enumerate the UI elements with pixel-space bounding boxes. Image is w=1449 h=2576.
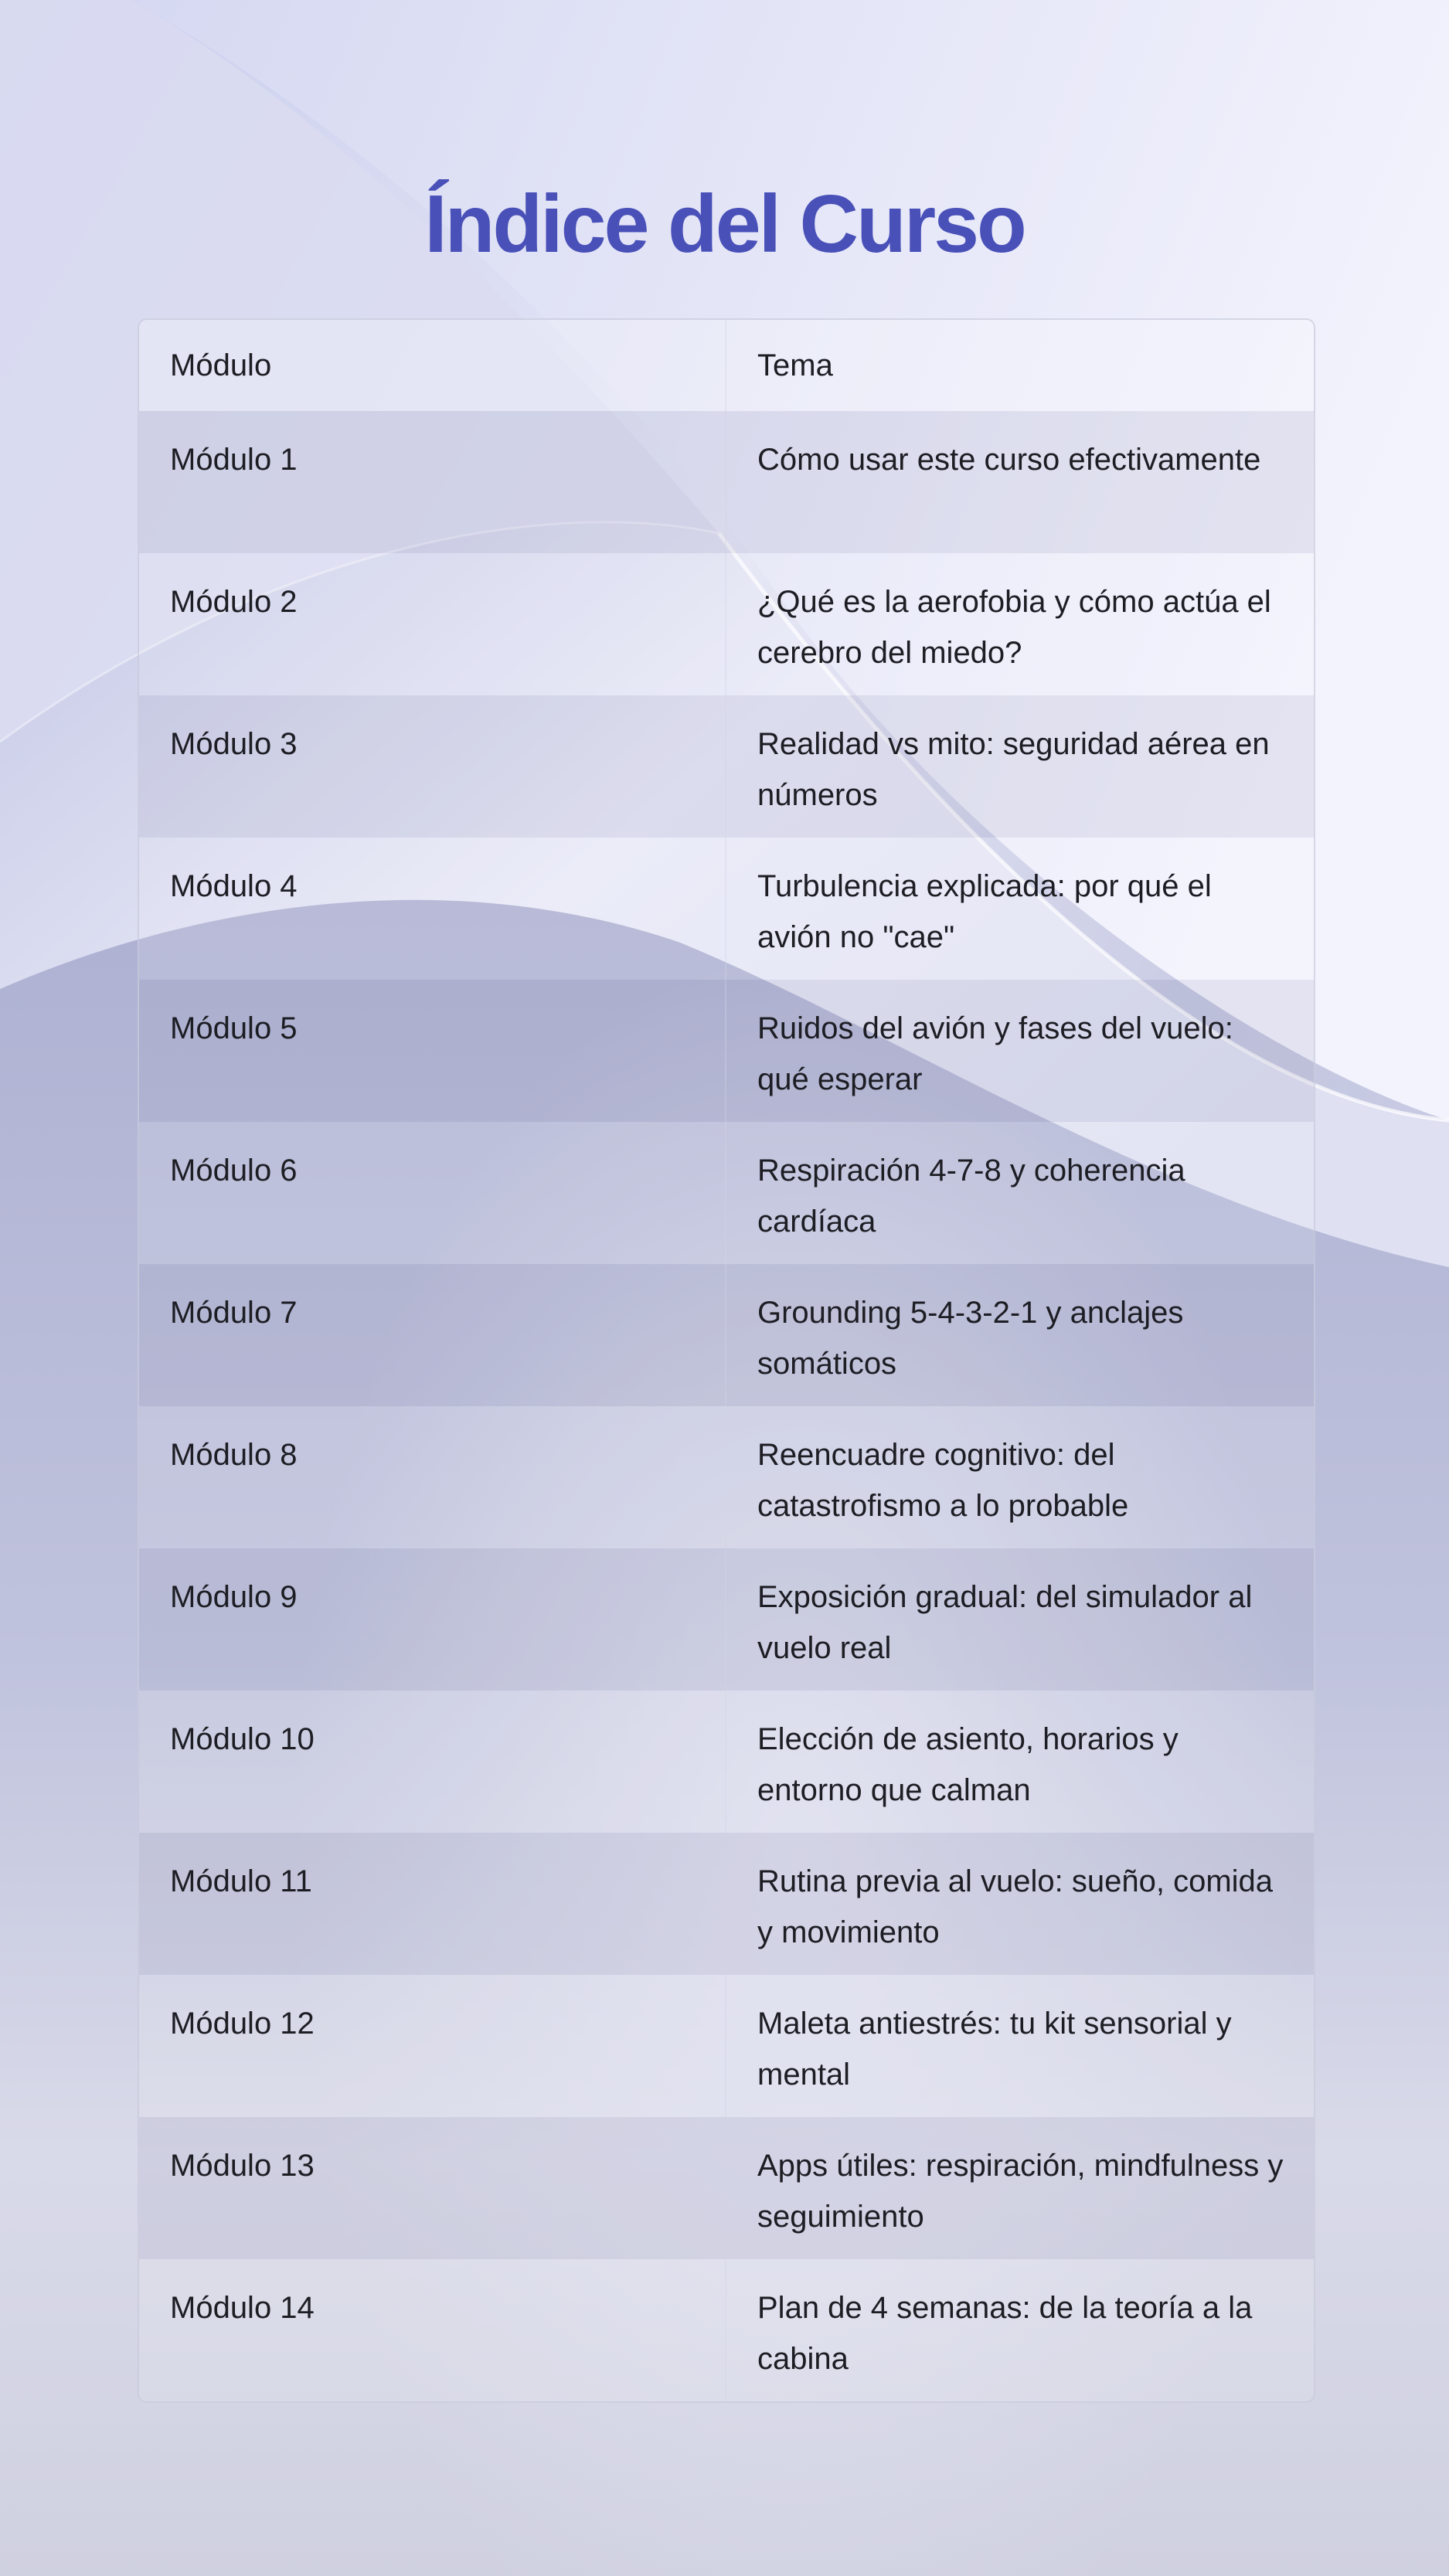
table-row <box>139 695 1314 838</box>
topic-cell: Exposición gradual: del simulador al vuelo real <box>757 1580 1253 1665</box>
table-row <box>139 1548 1314 1691</box>
topic-cell: Grounding 5-4-3-2-1 y anclajes somáticos <box>757 1296 1184 1381</box>
topic-cell: Ruidos del avión y fases del vuelo: qué esperar <box>757 1011 1233 1096</box>
table-row <box>139 411 1314 553</box>
topic-cell: Elección de asiento, horarios y entorno que calman <box>757 1722 1179 1807</box>
module-cell: Módulo 11 <box>139 1833 726 1975</box>
module-cell: Módulo 9 <box>139 1548 726 1691</box>
header-module: Módulo <box>139 320 726 411</box>
table-row <box>139 1975 1314 2117</box>
module-cell: Módulo 2 <box>139 553 726 695</box>
header-topic: Tema <box>757 348 833 382</box>
topic-cell: Cómo usar este curso efectivamente <box>757 443 1261 477</box>
topic-cell: ¿Qué es la aerofobia y cómo actúa el cerebro del miedo? <box>757 585 1271 670</box>
table-row <box>139 980 1314 1122</box>
module-cell: Módulo 3 <box>139 695 726 838</box>
table-row <box>139 1406 1314 1548</box>
module-cell: Módulo 10 <box>139 1691 726 1833</box>
module-cell: Módulo 8 <box>139 1406 726 1548</box>
table-row <box>139 2259 1314 2401</box>
topic-cell: Apps útiles: respiración, mindfulness y seguimiento <box>757 2149 1284 2234</box>
table-row <box>139 1691 1314 1833</box>
module-cell: Módulo 1 <box>139 411 726 553</box>
topic-cell: Rutina previa al vuelo: sueño, comida y movimiento <box>757 1864 1274 1949</box>
table-row <box>139 2117 1314 2259</box>
topic-cell: Turbulencia explicada: por qué el avión no "cae" <box>757 869 1212 954</box>
topic-cell: Respiración 4-7-8 y coherencia cardíaca <box>757 1154 1185 1239</box>
module-cell: Módulo 14 <box>139 2259 726 2401</box>
topic-cell: Realidad vs mito: seguridad aérea en números <box>757 727 1270 812</box>
module-cell: Módulo 12 <box>139 1975 726 2117</box>
table-row <box>139 838 1314 980</box>
topic-cell: Plan de 4 semanas: de la teoría a la cabina <box>757 2291 1253 2376</box>
module-cell: Módulo 6 <box>139 1122 726 1264</box>
module-cell: Módulo 7 <box>139 1264 726 1406</box>
module-cell: Módulo 4 <box>139 838 726 980</box>
table-row <box>139 1833 1314 1975</box>
page-title: Índice del Curso <box>424 178 1025 270</box>
table-row <box>139 1122 1314 1264</box>
module-cell: Módulo 13 <box>139 2117 726 2259</box>
topic-cell: Maleta antiestrés: tu kit sensorial y mental <box>757 2007 1232 2092</box>
table-header-row <box>139 320 1314 411</box>
topic-cell: Reencuadre cognitivo: del catastrofismo a lo probable <box>757 1438 1129 1523</box>
course-index-table <box>138 318 1315 2403</box>
table-row <box>139 1264 1314 1406</box>
table-row <box>139 553 1314 695</box>
module-cell: Módulo 5 <box>139 980 726 1122</box>
